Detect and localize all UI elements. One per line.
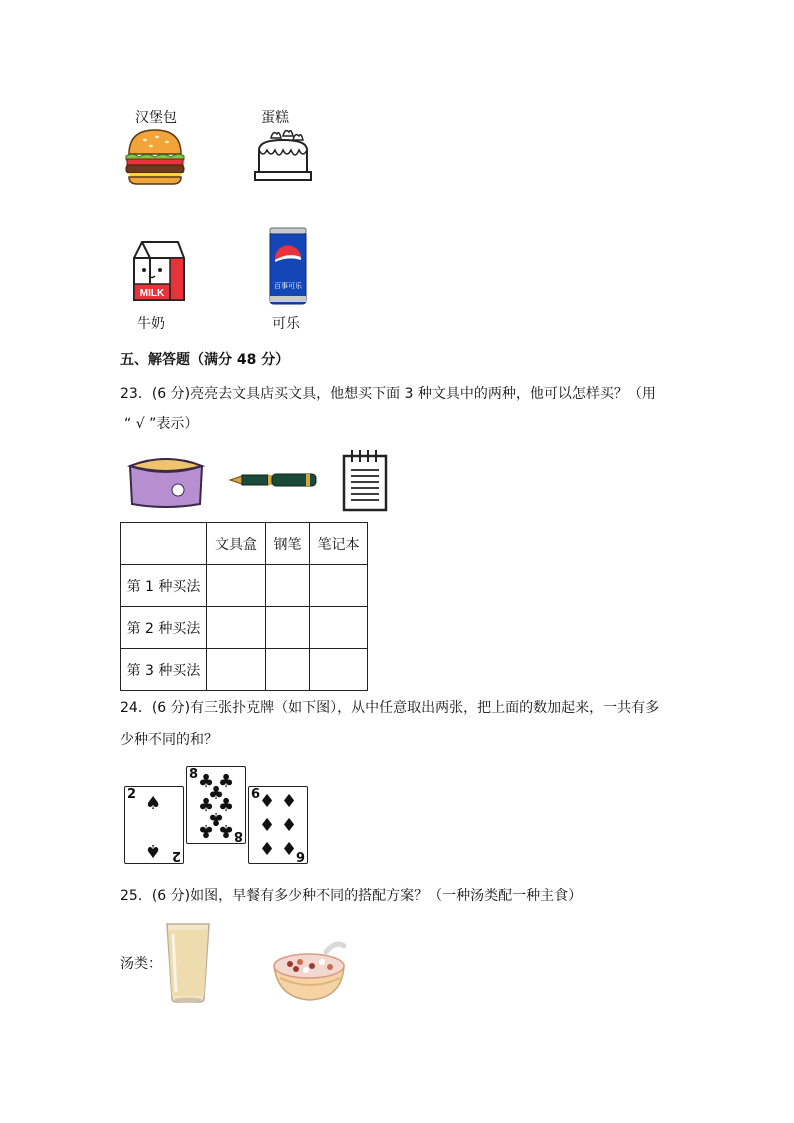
- answer-cell[interactable]: [207, 607, 266, 649]
- cola-can-text: 百事可乐: [274, 282, 302, 290]
- soup-label: 汤类：: [120, 956, 162, 972]
- playing-card-6-diamonds: [248, 786, 308, 864]
- table-header-row: [121, 523, 368, 565]
- club-icon: ♣: [218, 795, 235, 816]
- answer-cell[interactable]: [310, 607, 368, 649]
- pencil-case-icon: [126, 452, 206, 510]
- q23-text-line2: “ √ ”表示）: [124, 416, 199, 432]
- answer-cell[interactable]: [266, 649, 310, 691]
- table-header-cell: 文具盒: [207, 523, 266, 565]
- q23-answer-table: [120, 522, 368, 691]
- notebook-icon: [340, 448, 390, 512]
- club-icon: ♣: [218, 820, 235, 841]
- milk-label: 牛奶: [137, 316, 165, 332]
- card-rank: 2: [171, 848, 181, 863]
- diamond-icon: ♦: [281, 791, 298, 812]
- q24-text-line2: 少种不同的和？: [120, 732, 218, 748]
- card-rank: 6: [251, 787, 261, 802]
- club-icon: ♣: [208, 808, 225, 829]
- answer-cell[interactable]: [207, 649, 266, 691]
- answer-cell[interactable]: [266, 565, 310, 607]
- table-row: [121, 565, 368, 607]
- answer-cell[interactable]: [266, 607, 310, 649]
- cola-label: 可乐: [272, 316, 300, 332]
- hamburger-label: 汉堡包: [135, 110, 177, 126]
- fountain-pen-icon: [228, 470, 322, 490]
- table-row: [121, 649, 368, 691]
- cake-icon: [253, 128, 313, 184]
- table-header-cell: [121, 523, 207, 565]
- porridge-bowl-icon: [270, 938, 352, 1004]
- diamond-icon: ♦: [259, 815, 276, 836]
- q24-text-line1: 24．(6 分)有三张扑克牌（如下图），从中任意取出两张，把上面的数加起来，一共有多: [120, 700, 660, 716]
- club-icon: ♣: [198, 795, 215, 816]
- club-icon: ♣: [198, 771, 215, 792]
- table-row-label: 第 1 种买法: [121, 565, 207, 607]
- diamond-icon: ♦: [281, 815, 298, 836]
- playing-card-2-spades: [124, 786, 184, 864]
- table-header-cell: 钢笔: [266, 523, 310, 565]
- table-row-label: 第 2 种买法: [121, 607, 207, 649]
- milk-carton-text: MILK: [139, 288, 165, 299]
- diamond-icon: ♦: [259, 791, 276, 812]
- answer-cell[interactable]: [207, 565, 266, 607]
- answer-cell[interactable]: [310, 565, 368, 607]
- club-icon: ♣: [218, 771, 235, 792]
- card-rank: 8: [233, 828, 243, 843]
- q25-text: 25．(6 分)如图，早餐有多少种不同的搭配方案？（一种汤类配一种主食）: [120, 888, 583, 904]
- hamburger-icon: [123, 128, 187, 186]
- section-title: 五、解答题（满分 48 分）: [120, 352, 290, 368]
- soy-milk-glass-icon: [164, 920, 212, 1004]
- spade-icon: ♠: [145, 793, 162, 814]
- diamond-icon: ♦: [281, 839, 298, 860]
- milk-carton-icon: [128, 238, 188, 306]
- card-rank: 6: [295, 848, 305, 863]
- table-row-label: 第 3 种买法: [121, 649, 207, 691]
- spade-icon: ♠: [145, 840, 162, 861]
- diamond-icon: ♦: [259, 839, 276, 860]
- table-header-cell: 笔记本: [310, 523, 368, 565]
- q23-text-line1: 23．(6 分)亮亮去文具店买文具，他想买下面 3 种文具中的两种，他可以怎样买？（用: [120, 386, 656, 402]
- club-icon: ♣: [208, 783, 225, 804]
- cola-can-icon: [266, 226, 310, 306]
- club-icon: ♣: [198, 820, 215, 841]
- answer-cell[interactable]: [310, 649, 368, 691]
- playing-card-8-clubs: [186, 766, 246, 844]
- card-rank: 2: [127, 787, 137, 802]
- cake-label: 蛋糕: [261, 110, 289, 126]
- table-row: [121, 607, 368, 649]
- card-rank: 8: [189, 767, 199, 782]
